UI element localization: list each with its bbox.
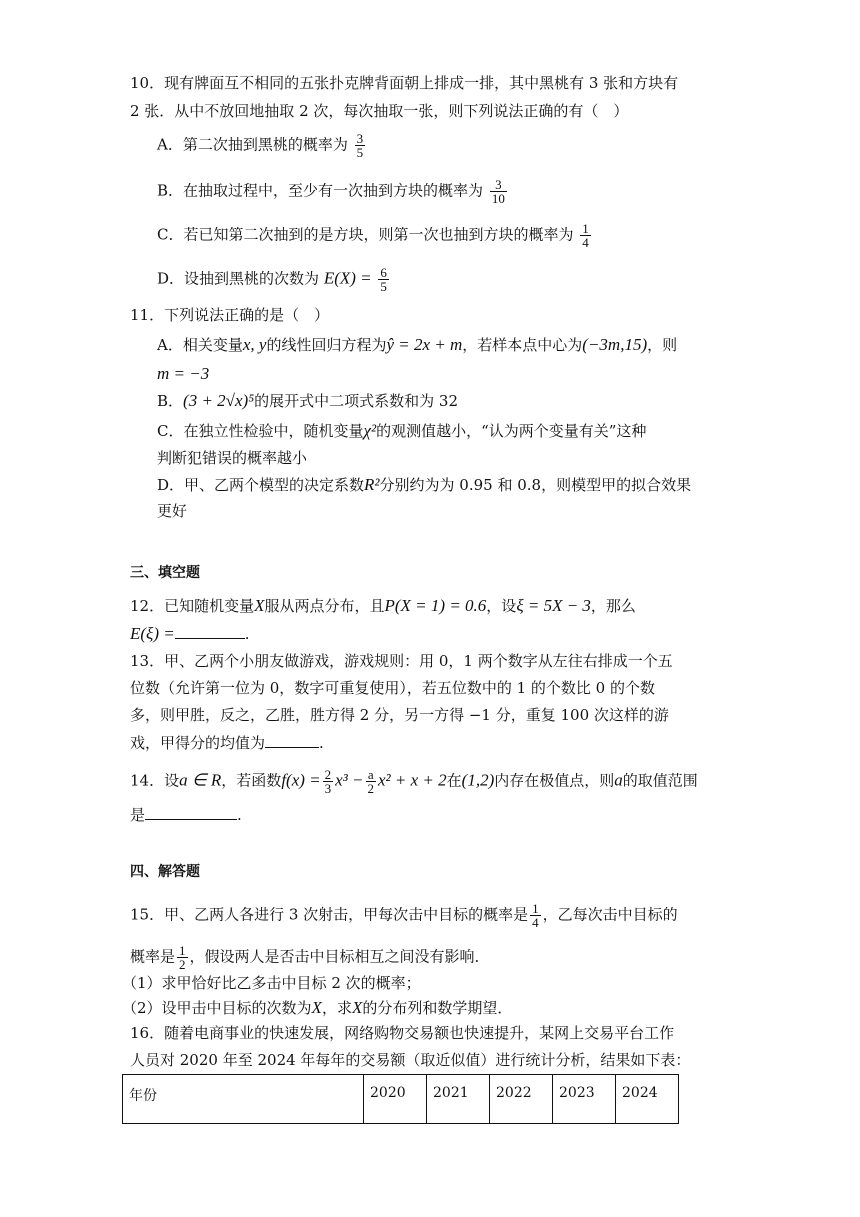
text: 戏，甲得分的均值为 <box>130 734 266 752</box>
q13-line4 <box>130 731 324 754</box>
option-text: 的线性回归方程为 <box>266 336 387 354</box>
table-header-cell: 年份 <box>123 1075 364 1124</box>
math-expression: x² + x + 2 <box>378 770 447 790</box>
section-heading-fill-in: 三、填空题 <box>130 565 200 581</box>
option-label: B． <box>157 392 184 410</box>
q11-option-d-line1 <box>157 474 691 496</box>
table-row <box>123 1075 679 1124</box>
text: 14．设 <box>130 771 180 790</box>
answer-blank[interactable] <box>265 731 319 748</box>
data-table <box>122 1074 679 1124</box>
fraction: $\frac{3}{5}$ <box>356 131 364 160</box>
option-text: D．设抽到黑桃的次数为 <box>157 269 320 288</box>
answer-blank[interactable] <box>175 622 245 639</box>
math-vars: x, y <box>242 335 267 354</box>
q11-option-a-line2 <box>157 363 209 385</box>
math-var: X <box>254 596 265 615</box>
option-text: C．若已知第二次抽到的是方块，则第一次也抽到方块的概率为 <box>157 225 574 244</box>
option-text: ，则 <box>647 336 678 354</box>
fraction: $\frac{a}{2}$ <box>367 767 374 796</box>
q15-line2 <box>130 944 490 971</box>
text: ，假设两人是否击中目标相互之间没有影响． <box>189 947 490 966</box>
option-text: 的展开式中二项式系数和为 32 <box>254 392 458 410</box>
math-expression: m = −3 <box>157 364 210 383</box>
math-var: a <box>614 770 623 790</box>
table-cell: 2023 <box>553 1075 616 1124</box>
q16-line1: 16．随着电商事业的快速发展，网络购物交易额也快速提升，某网上交易平台工作 <box>130 1024 675 1042</box>
text: ，设 <box>486 597 517 615</box>
q16-line2: 人员对 2020 年至 2024 年每年的交易额（取近似值）进行统计分析，结果如下表： <box>130 1051 691 1069</box>
q10-option-b <box>157 178 509 205</box>
option-text: D．甲、乙两个模型的决定系数 <box>157 476 365 494</box>
math-expression: E(X) = <box>323 268 372 288</box>
option-text: ，若样本点中心为 <box>462 336 583 354</box>
math-expression: a ∈ R <box>179 770 222 790</box>
q11-option-a-line1 <box>157 334 677 356</box>
text: ，乙每次击中目标的 <box>542 905 678 924</box>
text: （2）设甲击中目标的次数为 <box>122 999 312 1017</box>
q10-option-d <box>157 266 391 293</box>
q15-part2 <box>122 997 512 1019</box>
option-text: 的观测值越小，“认为两个变量有关”这种 <box>376 422 647 440</box>
option-text: A．相关变量 <box>157 336 243 354</box>
math-expression: x³ − <box>335 770 364 790</box>
text: ，求 <box>321 999 352 1017</box>
answer-blank[interactable] <box>145 803 237 820</box>
text: 概率是 <box>130 947 176 966</box>
table-cell: 2022 <box>490 1075 553 1124</box>
fraction: $\frac{1}{4}$ <box>532 901 539 930</box>
q14-line1 <box>130 768 698 795</box>
option-text: B．在抽取过程中，至少有一次抽到方块的概率为 <box>157 181 484 200</box>
q11-option-d-line2: 更好 <box>157 502 188 520</box>
fraction: $\frac{2}{3}$ <box>324 767 332 796</box>
text: 的取值范围 <box>622 771 698 790</box>
fraction: $\frac{1}{2}$ <box>179 943 186 972</box>
q10-stem-line2: 2 张．从中不放回地抽取 2 次，每次抽取一张，则下列说法正确的有（ ） <box>130 102 629 120</box>
math-expression: f(x) = <box>281 770 321 790</box>
math-expression: E(ξ) = <box>130 624 175 643</box>
q13-line3: 多，则甲胜，反之，乙胜，胜方得 2 分，另一方得 −1 分，重复 100 次这样的游 <box>130 706 669 724</box>
q10-option-c <box>157 222 593 249</box>
q15-part1: （1）求甲恰好比乙多击中目标 2 次的概率； <box>122 974 421 992</box>
option-text: A．第二次抽到黑桃的概率为 <box>157 135 348 154</box>
text: . <box>244 625 250 643</box>
fraction: $\frac{3}{10}$ <box>491 177 505 206</box>
math-equation: ŷ = 2x + m <box>386 335 463 354</box>
option-text: C．在独立性检验中，随机变量 <box>157 422 364 440</box>
math-point: (−3m,15) <box>582 335 648 354</box>
q13-line2: 位数（允许第一位为 0，数字可重复使用），若五位数中的 1 的个数比 0 的个数 <box>130 679 655 697</box>
fraction: $\frac{6}{5}$ <box>380 265 387 294</box>
section-heading-solution: 四、解答题 <box>130 864 200 880</box>
text: . <box>237 806 242 824</box>
math-interval: (1,2) <box>461 770 495 790</box>
q11-stem: 11．下列说法正确的是（ ） <box>130 306 330 324</box>
math-expression: ξ = 5X − 3 <box>516 596 591 615</box>
table-cell: 2024 <box>616 1075 679 1124</box>
q11-option-b <box>157 390 458 412</box>
table-cell: 2020 <box>364 1075 427 1124</box>
text: ，那么 <box>590 597 636 615</box>
math-var: X <box>351 998 363 1017</box>
text: 服从两点分布，且 <box>264 597 385 615</box>
text: 内存在极值点，则 <box>494 771 615 790</box>
math-expression: P(X = 1) = 0.6 <box>384 596 487 615</box>
text: . <box>319 734 324 752</box>
q10-option-a <box>157 132 367 159</box>
table-cell: 2021 <box>427 1075 490 1124</box>
math-var: R² <box>364 475 380 494</box>
text: 的分布列和数学期望． <box>362 999 513 1017</box>
text: 12．已知随机变量 <box>130 597 255 615</box>
text: 在 <box>446 771 462 790</box>
q12-line1 <box>130 595 636 617</box>
math-expression: (3 + 2√x)⁵ <box>183 391 255 410</box>
text: 是 <box>130 806 146 824</box>
q12-line2 <box>130 622 250 645</box>
q14-line2 <box>130 803 242 826</box>
q10-stem-line1: 10．现有牌面互不相同的五张扑克牌背面朝上排成一排，其中黑桃有 3 张和方块有 <box>130 74 679 92</box>
text: ，若函数 <box>221 771 282 790</box>
q11-option-c-line2: 判断犯错误的概率越小 <box>157 449 308 467</box>
math-var: X <box>311 998 322 1017</box>
q15-line1 <box>130 902 678 929</box>
option-text: 分别约为为 0.95 和 0.8，则模型甲的拟合效果 <box>379 476 692 494</box>
q13-line1: 13．甲、乙两个小朋友做游戏，游戏规则：用 0，1 两个数字从左往右排成一个五 <box>130 652 673 670</box>
math-var: χ² <box>363 421 377 440</box>
q11-option-c-line1 <box>157 420 646 442</box>
text: 15．甲、乙两人各进行 3 次射击，甲每次击中目标的概率是 <box>130 905 529 924</box>
fraction: $\frac{1}{4}$ <box>582 221 589 250</box>
